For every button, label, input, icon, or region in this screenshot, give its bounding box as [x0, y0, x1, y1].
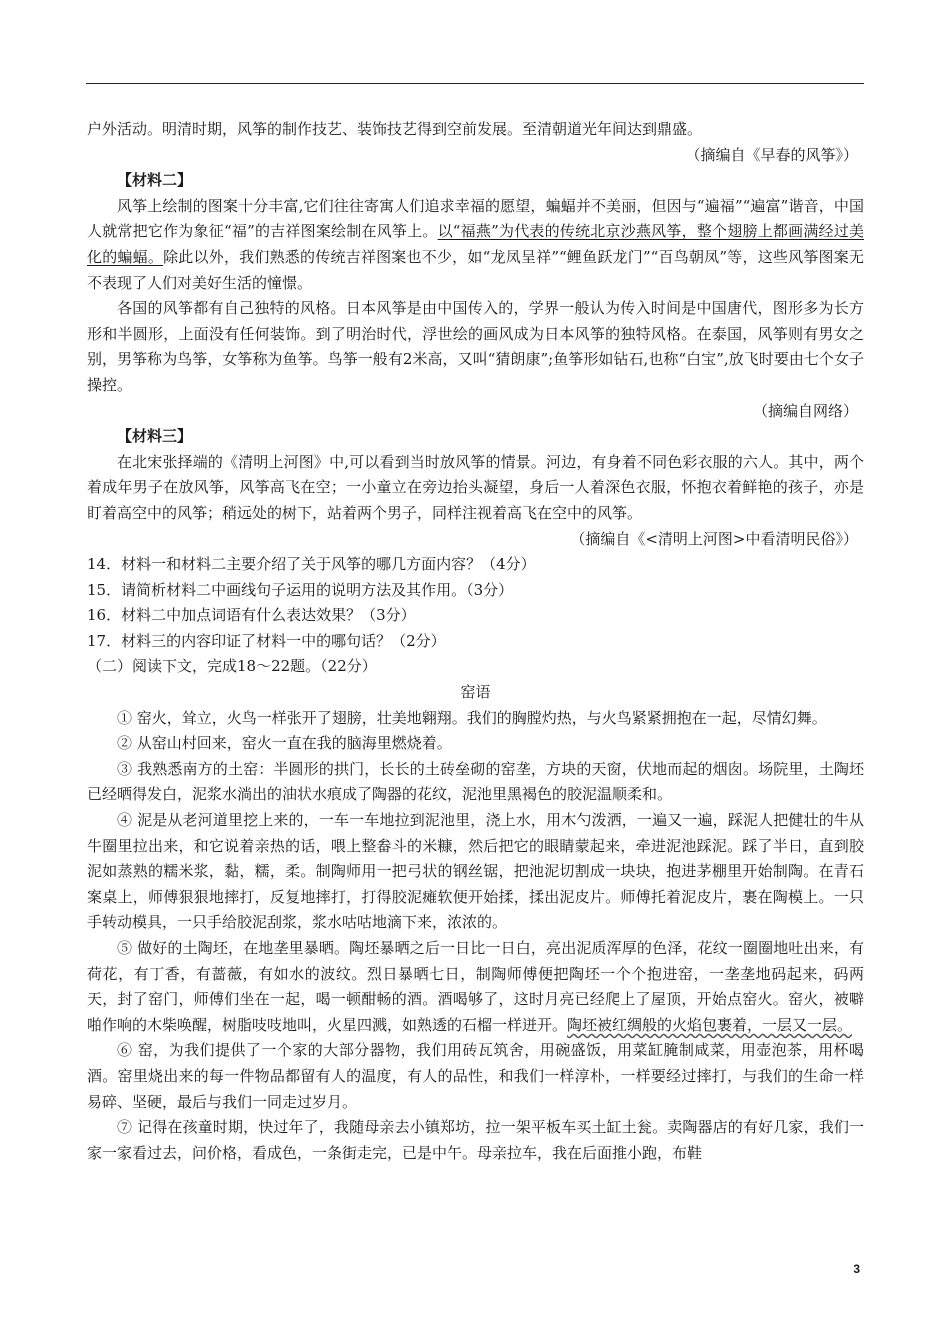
material2-p1-text-b: 除此以外，我们熟悉的传统吉祥图案也不少，如“龙凤呈祥”“鲤鱼跃龙门”“百鸟朝凤”等，这些风筝图案无不表现了人们对美好生活的憧憬。	[87, 247, 864, 292]
essay-p5-text: ⑤ 做好的土陶坯，在地垄里暴晒。陶坯暴晒之后一日比一日白，亮出泥质浑厚的色泽，花纹一圈圈地吐出来，有荷花，有丁香，有蔷薇，有如水的波纹。烈日暴晒七日，制陶师傅便把陶坯一个个抱进窑，一垄垄地码起来，码两天，封了窑门，师傅们坐在一起，喝一顿酣畅的酒。酒喝够了，这时月亮已经爬上了屋顶，开始点窑火。窑火，被噼啪作响的木柴唤醒，树脂吱吱地叫，火星四溅，如熟透的石榴一样迸开。	[87, 939, 864, 1034]
material2-paragraph-2: 各国的风筝都有自己独特的风格。日本风筝是由中国传入的，学界一般认为传入时间是中国唐代，图形多为长方形和半圆形，上面没有任何装饰。到了明治时代，浮世绘的画风成为日本风筝的独特风格。在泰国，风筝则有男女之别，男筝称为鸟筝，女筝称为鱼筝。鸟筝一般有2米高，又叫“猜朗康”;鱼筝形如钻石,也称“白宝”,放飞时要由七个女子操控。	[87, 299, 864, 394]
wavy-underlined-sentence: 陶坯被红绸般的火焰包裹着，一层又一层。	[567, 1015, 853, 1034]
page-number: 3	[853, 1262, 860, 1276]
essay-paragraph-3: ③ 我熟悉南方的土窑：半圆形的拱门，长长的土砖垒砌的窑垄，方块的天窗，伏地而起的烟囱。场院里，土陶坯已经晒得发白，泥浆水淌出的油状水痕成了陶器的花纹，泥池里黑褐色的胶泥温顺柔和。	[87, 759, 864, 804]
material1-source: （摘编自《早春的风筝》）	[685, 145, 858, 164]
essay-paragraph-2: ② 从窑山村回来，窑火一直在我的脑海里燃烧着。	[117, 734, 452, 753]
section2-intro: （二）阅读下文，完成18～22题。（22分）	[87, 657, 377, 676]
page-content	[87, 117, 864, 1166]
material1-tail: 户外活动。明清时期，风筝的制作技艺、装饰技艺得到空前发展。至清朝道光年间达到鼎盛。	[87, 120, 703, 138]
header-rule	[86, 83, 864, 84]
question-17: 17．材料三的内容印证了材料一中的哪句话？（2分）	[87, 631, 446, 650]
essay-paragraph-5	[87, 936, 864, 1038]
underlined-sentence: 以“福燕”为代表的传统北京沙燕风筝，整个翅膀上都画满经过美化的蝙蝠。	[87, 222, 864, 266]
essay-paragraph-7: ⑦ 记得在孩童时期，快过年了，我随母亲去小镇郑坊，拉一架平板车买土缸土瓮。卖陶器店的有好几家，我们一家一家看过去，问价格，看成色，一条街走完，已是中午。母亲拉车，我在后面推小跑，布鞋	[87, 1118, 864, 1162]
material2-source: （摘编自网络）	[752, 401, 858, 420]
question-16: 16．材料二中加点词语有什么表达效果？（3分）	[87, 606, 416, 625]
essay-title: 窑语	[460, 683, 491, 702]
question-14: 14．材料一和材料二主要介绍了关于风筝的哪几方面内容？（4分）	[87, 555, 536, 574]
material2-heading: 【材料二】	[117, 171, 193, 190]
essay-paragraph-4: ④ 泥是从老河道里挖上来的，一车一车地拉到泥池里，浇上水，用木勺泼洒，一遍又一遍，踩泥人把健壮的牛从牛圈里拉出来，和它说着亲热的话，喂上整畚斗的米糠，然后把它的眼睛蒙起来，牵进泥池踩泥。踩了半日，直到胶泥如蒸熟的糯米浆，黏，糯，柔。制陶师用一把弓状的钢丝锯，把池泥切割成一块块，抱进茅棚里开始制陶。在青石案桌上，师傅狠狠地摔打，反复地摔打，打得胶泥瘫软便开始揉，揉出泥皮片。师傅托着泥皮片，裹在陶模上。一只手转动模具，一只手给胶泥刮浆，浆水咕咕地滴下来，浓浓的。	[87, 811, 864, 932]
material3-source: （摘编自《<清明上河图>中看清明民俗》）	[570, 529, 858, 548]
material3-heading: 【材料三】	[117, 427, 193, 446]
essay-paragraph-1: ① 窑火，耸立，火鸟一样张开了翅膀，壮美地翱翔。我们的胸膛灼热，与火鸟紧紧拥抱在一起，尽情幻舞。	[117, 708, 827, 727]
material2-paragraph-1	[87, 194, 864, 296]
material2-p1-text-a: 风筝上绘制的图案十分丰富,它们往往寄寓人们追求幸福的愿望，蝙蝠并不美丽，但因与“遍福”“遍富”谐音，中国人就常把它作为象征“福”的吉祥图案绘制在风筝上。	[87, 196, 864, 241]
essay-paragraph-6: ⑥ 窑，为我们提供了一个家的大部分器物，我们用砖瓦筑舍，用碗盛饭，用菜缸腌制咸菜，用壶泡茶，用杯喝酒。窑里烧出来的每一件物品都留有人的温度，有人的品性，和我们一样淳朴，一样要经过摔打，与我们的生命一样易碎、坚硬，最后与我们一同走过岁月。	[87, 1041, 864, 1111]
question-15: 15．请简析材料二中画线句子运用的说明方法及其作用。（3分）	[87, 580, 514, 599]
material3-paragraph-1: 在北宋张择端的《清明上河图》中,可以看到当时放风筝的情景。河边，有身着不同色彩衣服的六人。其中，两个着成年男子在放风筝，风筝高飞在空；一小童立在旁边抬头凝望，身后一人着深色衣服，怀抱衣着鲜艳的孩子，亦是盯着高空中的风筝；稍远处的树下，站着两个男子，同样注视着高飞在空中的风筝。	[87, 452, 864, 522]
